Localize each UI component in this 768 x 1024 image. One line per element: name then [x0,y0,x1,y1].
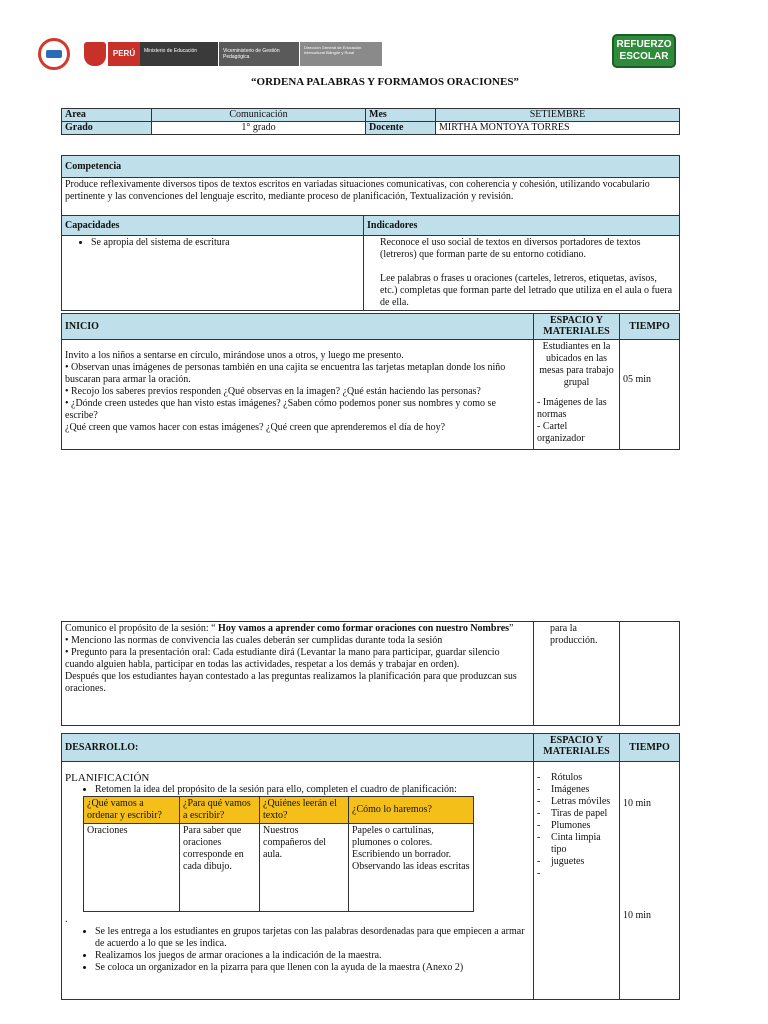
competencia-table [61,155,680,311]
capacidades-label: Capacidades [62,216,364,236]
material-item: - juguetes [537,856,585,867]
proposito [65,623,530,635]
inicio-materiales-3: - Cartel organizador [537,421,585,444]
desarrollo-bullet-2: • Se les entrega a los estudiantes en grupos tarjetas con las palabras desordenadas para que empiecen a armar de acuerdo a lo que se les indica. [95,926,530,950]
area-label: Area [62,109,152,122]
material-item: - Plumones [537,820,591,831]
desarrollo-content [62,762,534,1000]
desarrollo-dot: . [65,914,68,925]
continuacion-content [62,622,534,726]
refuerzo-logo-line1: REFUERZO [616,39,672,50]
indicadores-label: Indicadores [364,216,680,236]
competencia-label: Competencia [62,156,680,178]
inicio-espacio-label: ESPACIO Y MATERIALES [534,314,620,340]
mes-label: Mes [366,109,436,122]
plan-cell-2: Para saber que oraciones corresponde en cada dibujo. [180,824,260,912]
desarrollo-table [61,733,680,1000]
refuerzo-escolar-logo [612,34,676,68]
desarrollo-tiempo-label: TIEMPO [620,734,680,762]
planificacion-heading: PLANIFICACIÓN [65,772,150,784]
ministry-label: Ministerio de Educación [140,42,218,66]
indicadores-cell [364,236,680,311]
desarrollo-tiempo [620,762,680,1000]
proposito-lead: Comunico el propósito de la sesión: “ [65,623,219,634]
planificacion-table [83,796,474,912]
inicio-materiales [534,340,620,450]
docente-value: MIRTHA MONTOYA TORRES [436,122,680,135]
continuacion-tiempo [620,622,680,726]
plan-header-1: ¿Qué vamos a ordenar y escribir? [84,797,180,824]
grado-label: Grado [62,122,152,135]
proposito-close: ” [509,623,514,634]
desarrollo-bullet-3: • Realizamos los juegos de armar oraciones a la indicación de la maestra. [95,950,530,962]
inicio-materiales-1: Estudiantes en la ubicados en las mesas para trabajo grupal [539,341,614,388]
direction-label: Dirección General de Educación Intercultural Bilingüe y Rural [300,42,382,66]
desarrollo-materiales [534,762,620,1000]
refuerzo-seal-logo [38,38,70,70]
competencia-text: Produce reflexivamente diversos tipos de textos escritos en variadas situaciones comunicativas, con coherencia y cohesión, utilizando vocabulario pertinente y las convenciones del lenguaje escrito, mediante proceso de planificación, Textualización y revisión. [62,178,680,216]
peru-label: PERÚ [108,42,140,66]
indicador-2: Lee palabras o frases u oraciones (carteles, letreros, etiquetas, avisos, etc.) completas que forman parte del letrado que utiliza en el aula o fuera de ella. [380,273,673,308]
material-item: - Rótulos [537,772,583,783]
plan-cell-4: Papeles o cartulinas, plumones o colores. Escribiendo un borrador. Observando las ideas escritas [349,824,474,912]
desarrollo-bullet-4: • Se coloca un organizador en la pizarra para que llenen con la ayuda de la maestra (Anexo 2) [95,962,530,974]
desarrollo-tiempo-1: 10 min [623,798,652,809]
proposito-text: Hoy vamos a aprender como formar oraciones con nuestro Nombres [218,623,510,634]
inicio-p3: • Recojo los saberes previos responden ¿Qué observas en la imagen? ¿Qué están haciendo las personas? [65,386,481,397]
inicio-materiales-2: - Imágenes de las normas [537,397,607,420]
inicio-p5: ¿Qué creen que vamos hacer con estas imágenes? ¿Qué creen que aprenderemos el día de hoy? [65,422,446,433]
desarrollo-bullet-1: • Retomen la idea del propósito de la sesión para ello, completen el cuadro de planificación: [95,784,530,796]
indicador-1: Reconoce el uso social de textos en diversos portadores de textos (letreros) que forman parte de su entorno cotidiano. [380,237,641,260]
peru-coat-of-arms [84,42,106,66]
docente-label: Docente [366,122,436,135]
desarrollo-label: DESARROLLO: [62,734,534,762]
continuacion-p4: Después que los estudiantes hayan contestado a las preguntas realizamos la planificación para que produzcan sus oraciones. [65,671,517,694]
capacidades-cell [62,236,364,311]
capacidad-item: • Se apropia del sistema de escritura [91,237,360,249]
mes-value: SETIEMBRE [436,109,680,122]
plan-header-4: ¿Cómo lo haremos? [349,797,474,824]
vice-ministry-label: Viceministerio de Gestión Pedagógica [219,42,299,66]
inicio-p2: • Observan unas imágenes de personas también en una cajita se encuentra las tarjetas metaplan donde los niño buscaran para armar la oración. [65,362,506,385]
inicio-tiempo-value: 05 min [623,374,652,385]
refuerzo-logo-line2: ESCOLAR [619,51,669,62]
document-title: “ORDENA PALABRAS Y FORMAMOS ORACIONES” [251,76,519,88]
material-item: - Imágenes [537,784,590,795]
plan-header-2: ¿Para qué vamos a escribir? [180,797,260,824]
material-item: - Tiras de papel [537,808,608,819]
continuacion-materiales: para la producción. [534,622,620,726]
continuacion-p3: • Pregunto para la presentación oral: Cada estudiante dirá (Levantar la mano para participar, guardar silencio cuando alguien habla, participar en todas las actividades, respetar a los demás y trabajar en orden). [65,647,500,670]
area-value: Comunicación [152,109,366,122]
info-table [61,108,680,135]
desarrollo-tiempo-2: 10 min [623,910,652,921]
inicio-tiempo-label: TIEMPO [620,314,680,340]
plan-cell-3: Nuestros compañeros del aula. [260,824,349,912]
inicio-tiempo [620,340,680,450]
inicio-label: INICIO [62,314,534,340]
continuacion-p2: • Menciono las normas de convivencia las cuales deberán ser cumplidas durante toda la sesión [65,635,443,646]
inicio-p1: Invito a los niños a sentarse en círculo, mirándose unos a otros, y luego me presento. [65,350,404,361]
material-item: - [537,868,541,879]
inicio-table [61,313,680,450]
continuacion-table [61,621,680,726]
inicio-content [62,340,534,450]
plan-cell-1: Oraciones [84,824,180,912]
plan-header-3: ¿Quiénes leerán el texto? [260,797,349,824]
inicio-p4: • ¿Dónde creen ustedes que han visto estas imágenes? ¿Saben cómo podemos poner sus nombres y como se escribe? [65,398,496,421]
material-item: - Cinta limpia tipo [537,832,601,855]
grado-value: 1° grado [152,122,366,135]
desarrollo-espacio-label: ESPACIO Y MATERIALES [534,734,620,762]
material-item: - Letras móviles [537,796,611,807]
